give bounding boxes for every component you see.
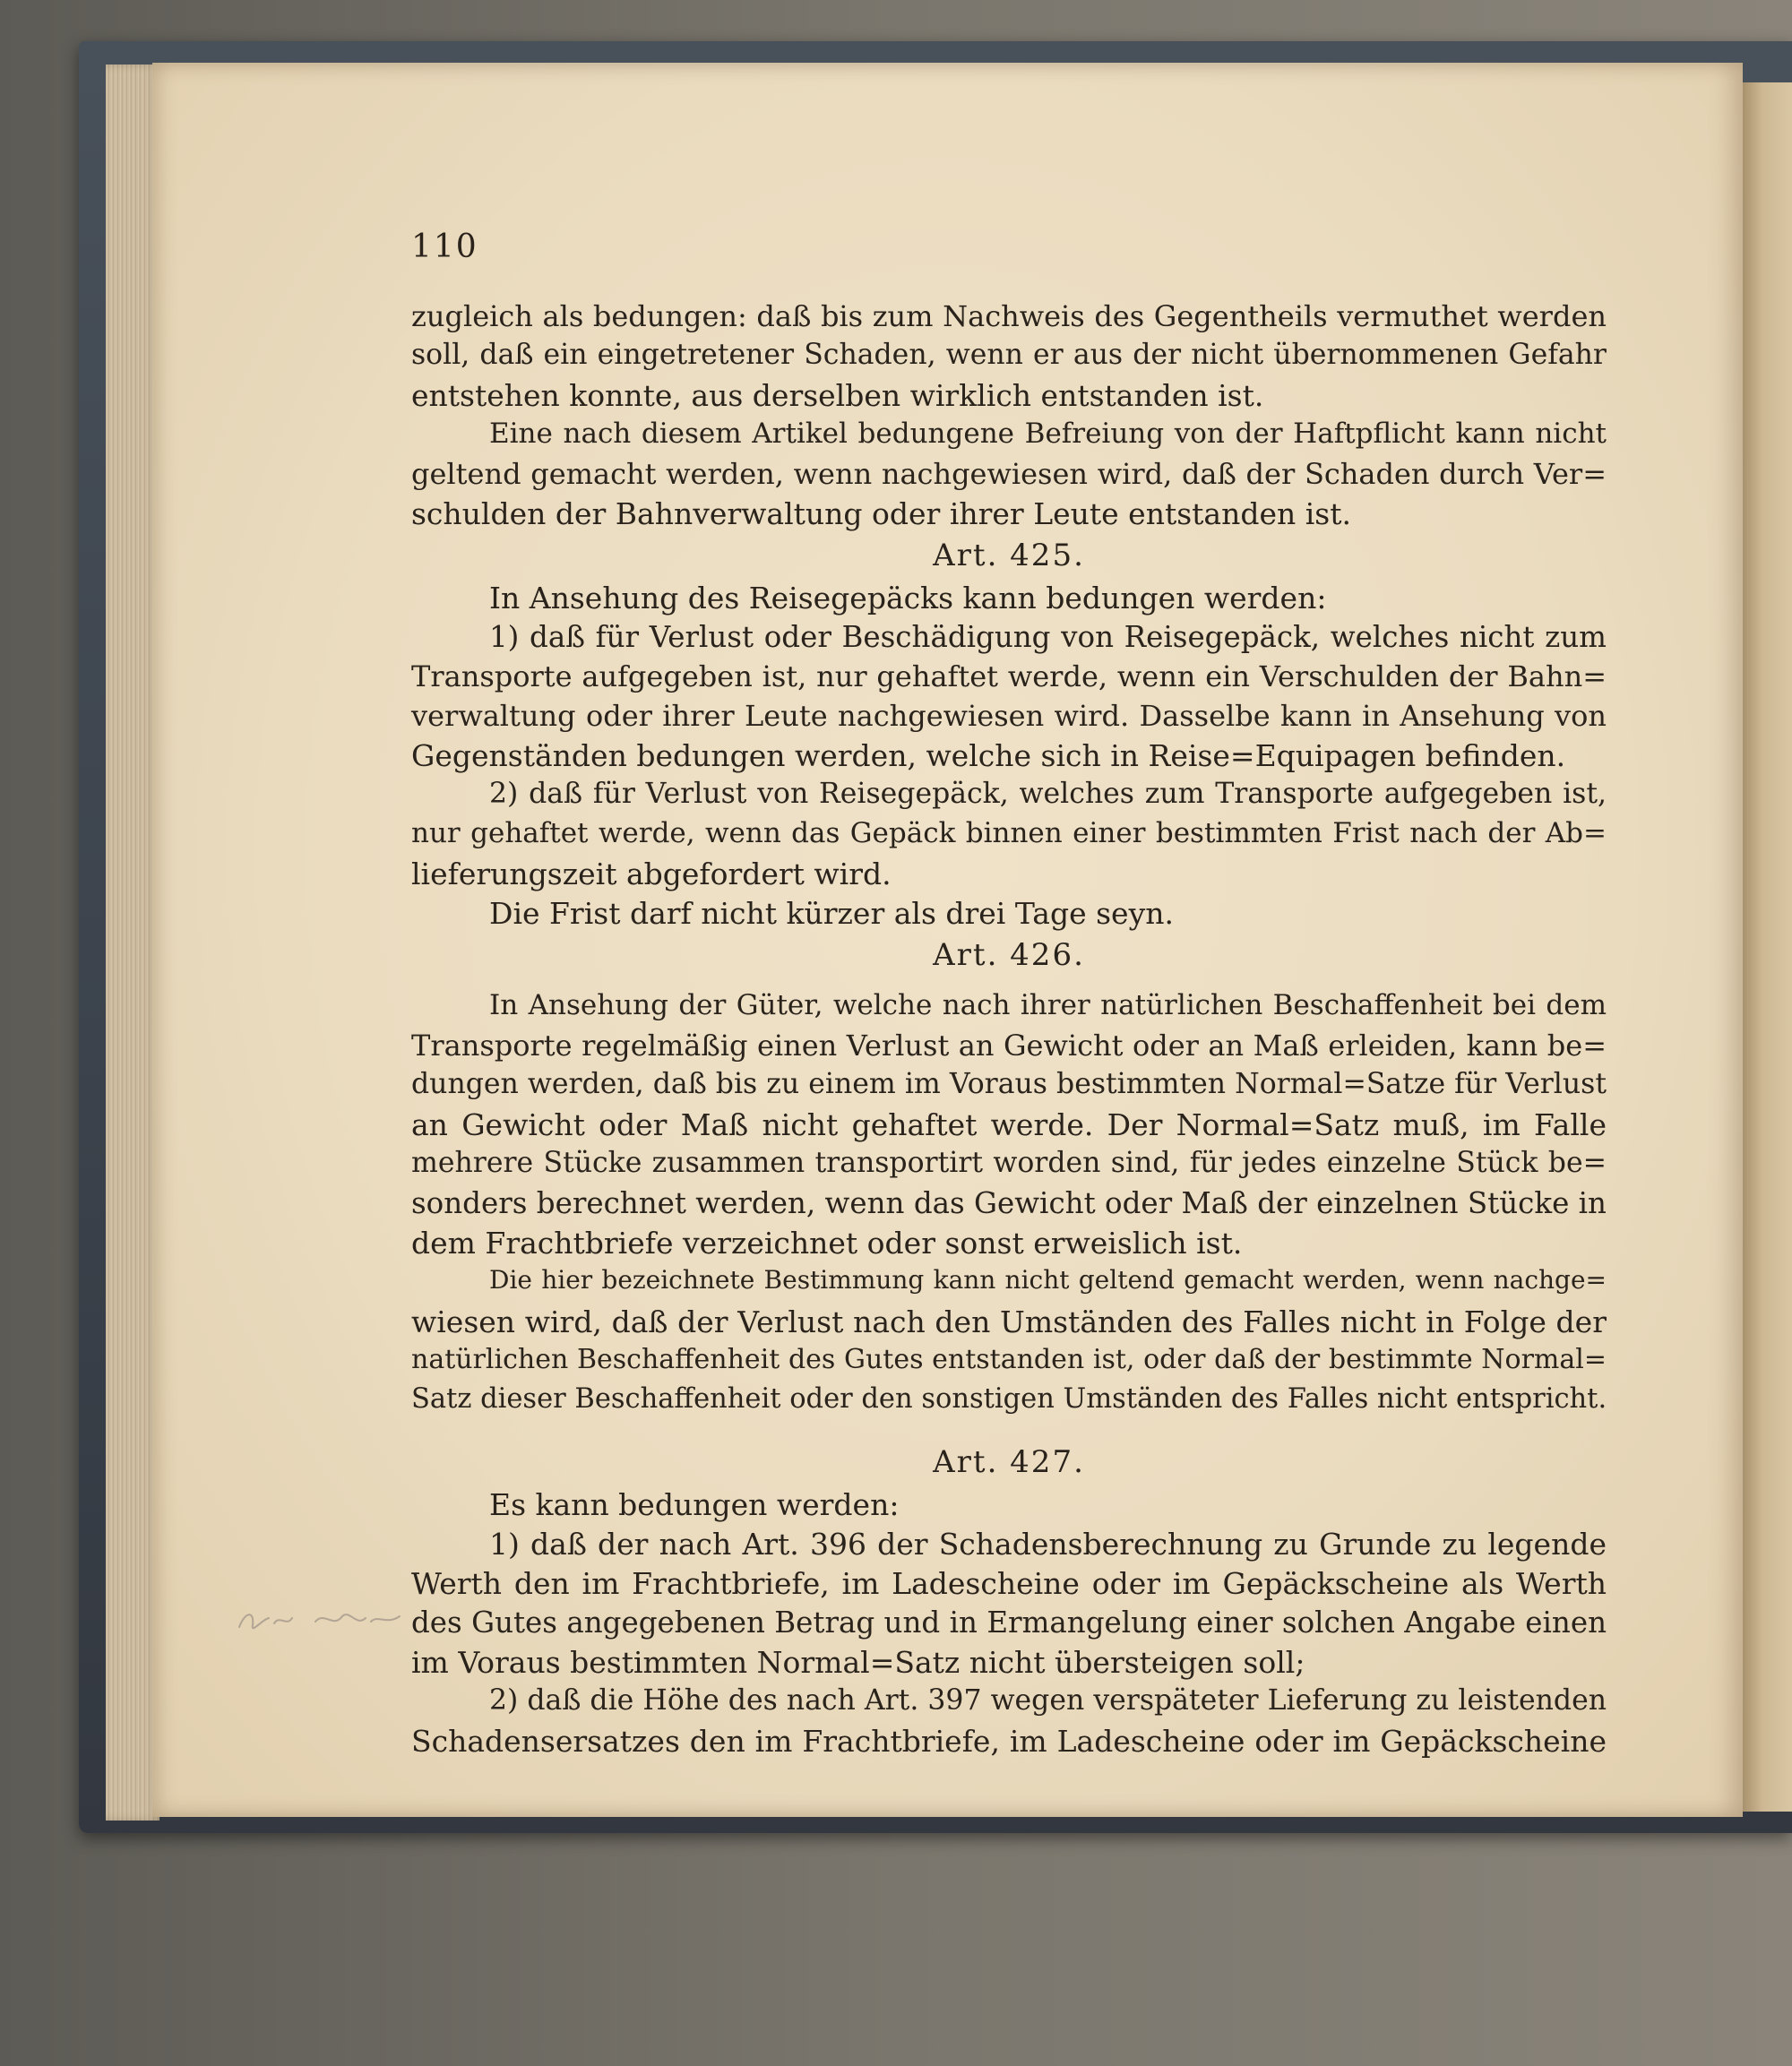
text-line: im Voraus bestimmten Normal=Satz nicht übersteigen soll;	[411, 1645, 1305, 1680]
text-line: lieferungszeit abgefordert wird.	[411, 857, 892, 891]
text-line: Werth den im Frachtbriefe, im Ladescheine oder im Gepäckscheine als Werth	[411, 1566, 1607, 1601]
text-line: entstehen konnte, aus derselben wirklich entstanden ist.	[411, 378, 1264, 413]
text-line: sonders berechnet werden, wenn das Gewicht oder Maß der einzelnen Stücke in	[411, 1186, 1607, 1220]
text-line: des Gutes angegebenen Betrag und in Ermangelung einer solchen Angabe einen	[411, 1605, 1607, 1640]
page-edges	[106, 65, 159, 1821]
facing-page-edge	[1743, 82, 1792, 1812]
article-heading: Art. 427.	[933, 1444, 1085, 1480]
text-line: In Ansehung der Güter, welche nach ihrer natürlichen Beschaffenheit bei dem	[489, 989, 1607, 1021]
text-line: dem Frachtbriefe verzeichnet oder sonst erweislich ist.	[411, 1226, 1243, 1261]
article-heading: Art. 426.	[933, 937, 1085, 973]
text-line: verwaltung oder ihrer Leute nachgewiesen wird. Dasselbe kann in Ansehung von	[411, 699, 1607, 733]
text-line: In Ansehung des Reisegepäcks kann bedungen werden:	[489, 581, 1327, 615]
text-line: geltend gemacht werden, wenn nachgewiesen wird, daß der Schaden durch Ver=	[411, 457, 1607, 491]
text-line: Die Frist darf nicht kürzer als drei Tage seyn.	[489, 896, 1174, 931]
page-number: 110	[411, 228, 478, 265]
text-line: Transporte regelmäßig einen Verlust an Gewicht oder an Maß erleiden, kann be=	[411, 1029, 1607, 1063]
text-line: Schadensersatzes den im Frachtbriefe, im Ladescheine oder im Gepäckscheine	[411, 1724, 1607, 1759]
text-line: wiesen wird, daß der Verlust nach den Umständen des Falles nicht in Folge der	[411, 1304, 1607, 1339]
text-line: Es kann bedungen werden:	[489, 1487, 900, 1522]
text-line: zugleich als bedungen: daß bis zum Nachweis des Gegentheils vermuthet werden	[411, 299, 1607, 333]
text-line: natürlichen Beschaffenheit des Gutes entstanden ist, oder daß der bestimmte Normal=	[411, 1344, 1607, 1375]
text-line: Eine nach diesem Artikel bedungene Befreiung von der Haftpflicht kann nicht	[489, 418, 1607, 450]
text-line: dungen werden, daß bis zu einem im Voraus bestimmten Normal=Satze für Verlust	[411, 1068, 1607, 1100]
text-line: soll, daß ein eingetretener Schaden, wenn er aus der nicht übernommenen Gefahr	[411, 339, 1607, 371]
text-line: an Gewicht oder Maß nicht gehaftet werde. Der Normal=Satz muß, im Falle	[411, 1107, 1607, 1142]
text-line: Die hier bezeichnete Bestimmung kann nicht geltend gemacht werden, wenn nachge=	[489, 1265, 1607, 1295]
text-line: 1) daß für Verlust oder Beschädigung von Reisegepäck, welches nicht zum	[489, 620, 1607, 654]
text-line: mehrere Stücke zusammen transportirt worden sind, für jedes einzelne Stück be=	[411, 1147, 1607, 1179]
text-line: 2) daß für Verlust von Reisegepäck, welches zum Transporte aufgegeben ist,	[489, 778, 1607, 810]
text-line: schulden der Bahnverwaltung oder ihrer Leute entstanden ist.	[411, 496, 1351, 531]
text-line: nur gehaftet werde, wenn das Gepäck binnen einer bestimmten Frist nach der Ab=	[411, 817, 1607, 849]
text-line: Transporte aufgegeben ist, nur gehaftet werde, wenn ein Verschulden der Bahn=	[411, 659, 1607, 693]
article-heading: Art. 425.	[933, 538, 1085, 573]
text-line: 1) daß der nach Art. 396 der Schadensberechnung zu Grunde zu legende	[489, 1527, 1607, 1562]
text-line: Gegenständen bedungen werden, welche sich in Reise=Equipagen befinden.	[411, 738, 1566, 773]
pencil-marginalia	[235, 1602, 405, 1638]
text-line: Satz dieser Beschaffenheit oder den sonstigen Umständen des Falles nicht entspricht.	[411, 1383, 1607, 1415]
text-line: 2) daß die Höhe des nach Art. 397 wegen verspäteter Lieferung zu leistenden	[489, 1684, 1607, 1717]
